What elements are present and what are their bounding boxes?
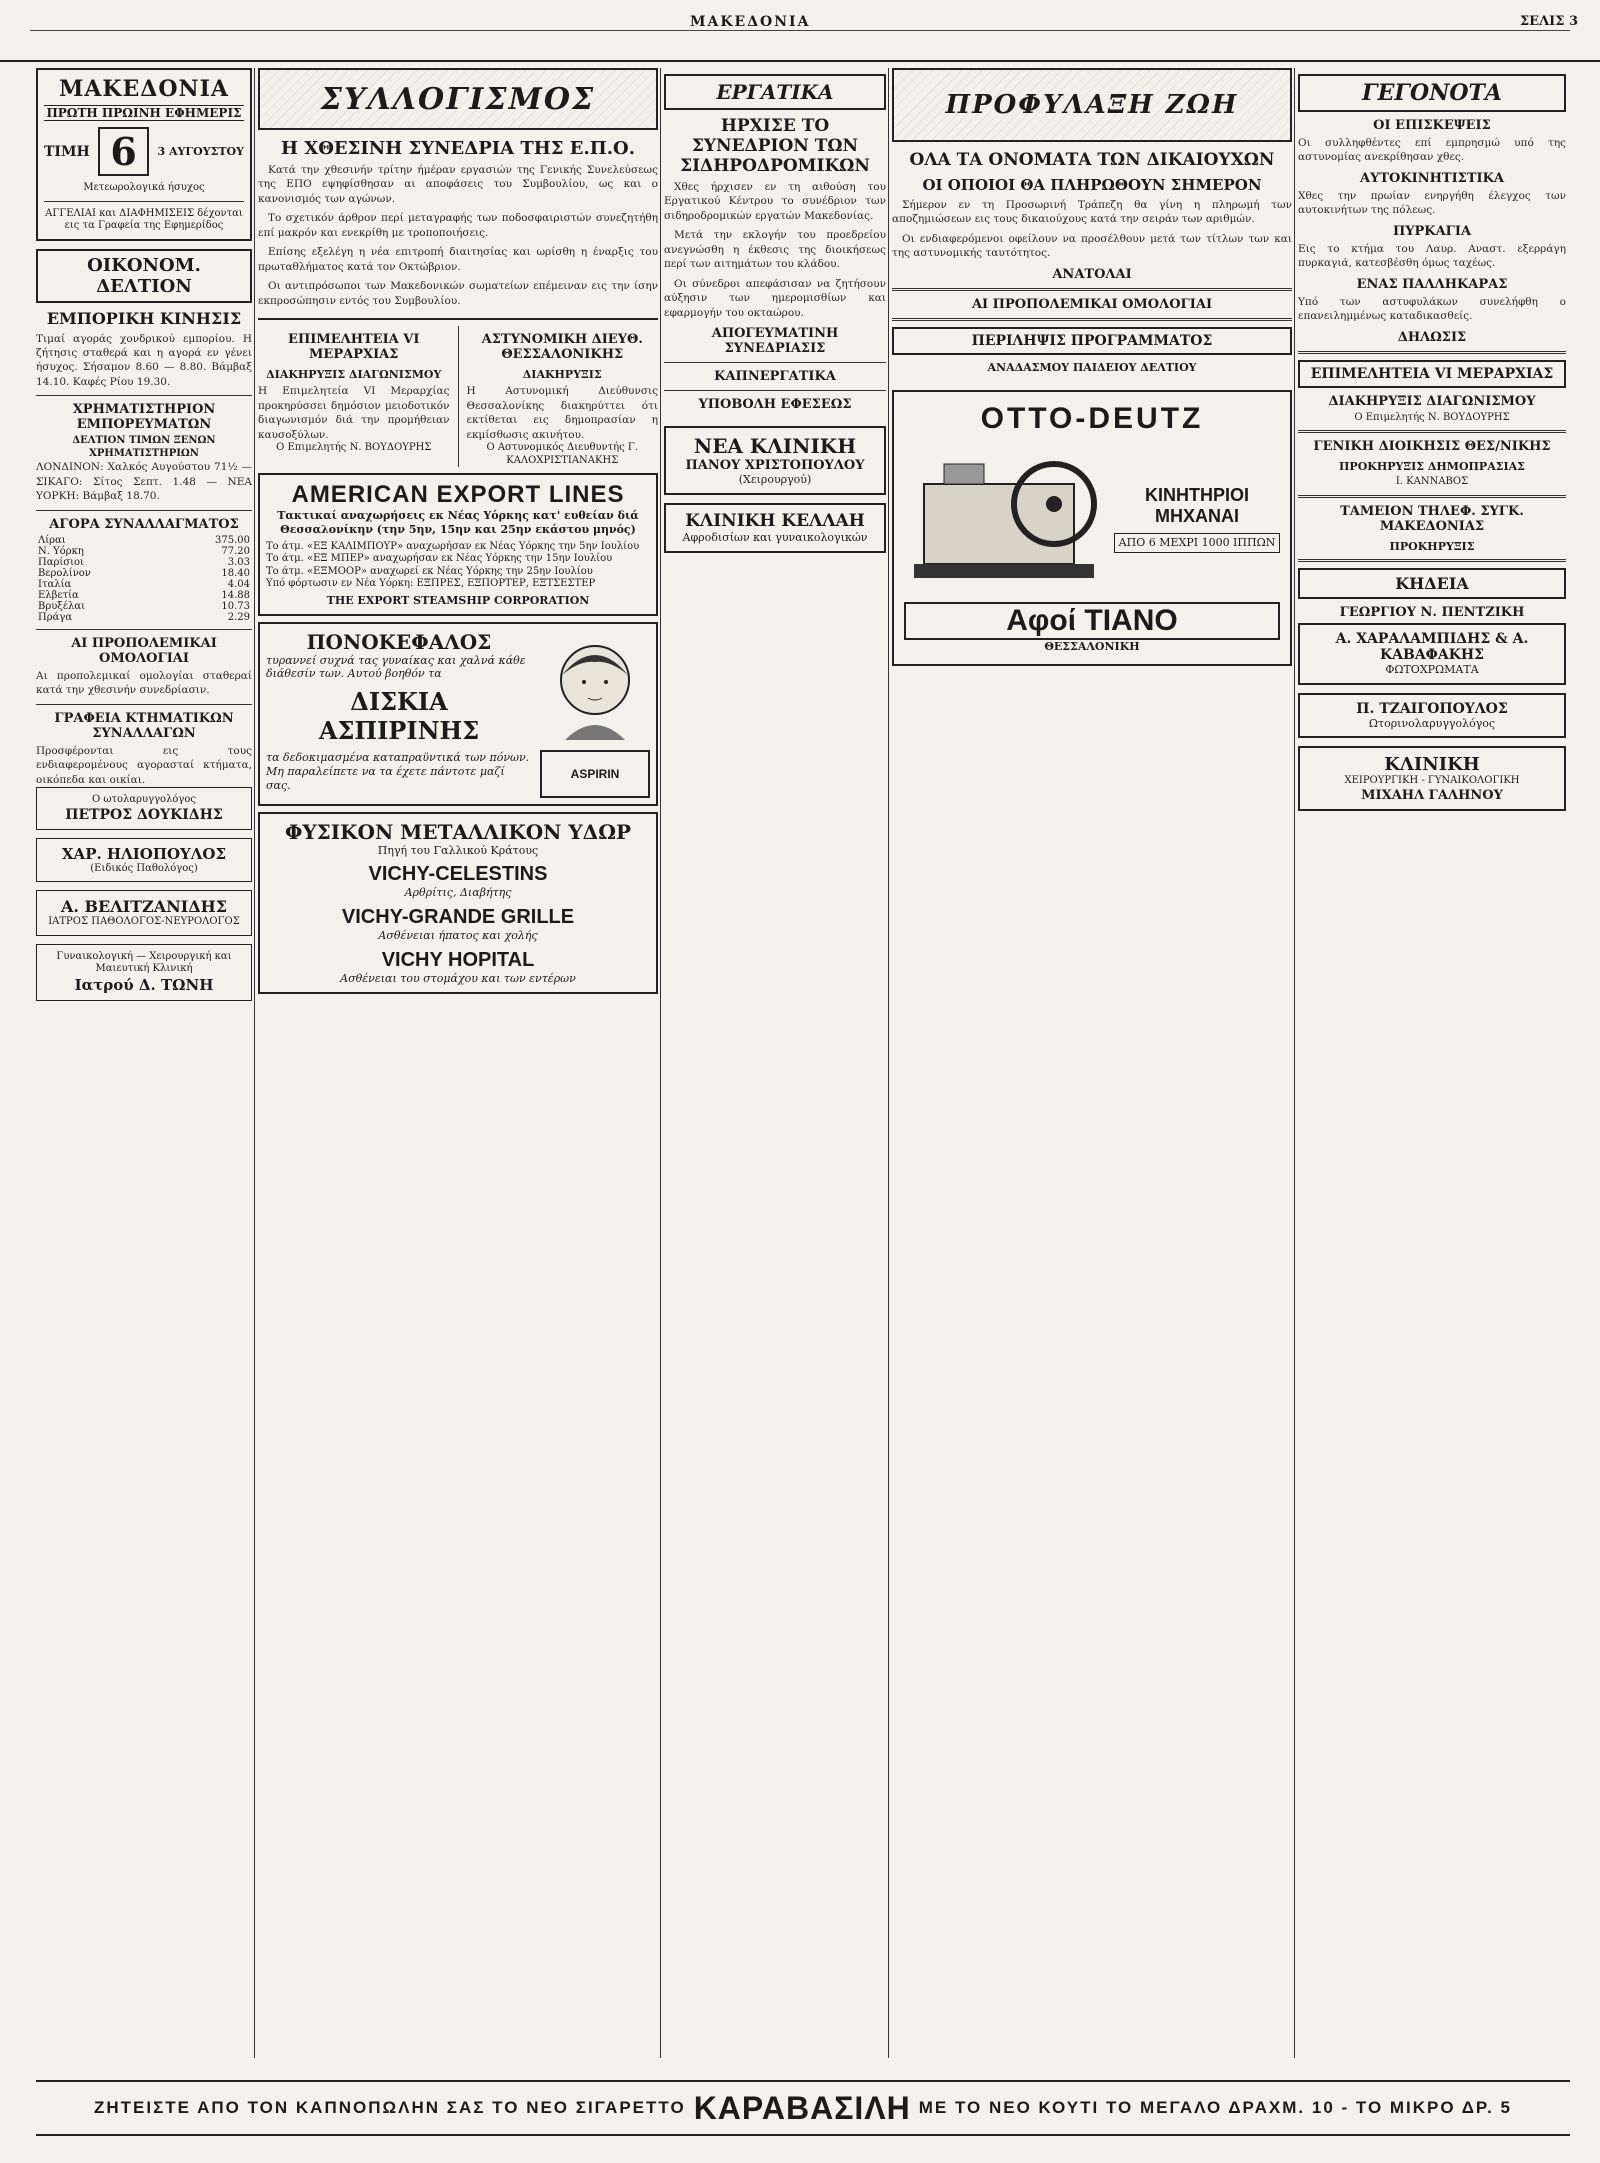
- aspirin-ad: [258, 622, 658, 806]
- clinic-text: Αφροδισίων και γυναικολογικών: [682, 531, 868, 545]
- doctor-role: Ο ωτολαρυγγολόγος: [91, 794, 197, 806]
- market-row: [36, 535, 252, 546]
- notices-row: [258, 318, 658, 467]
- market-table: [36, 535, 252, 623]
- price-row: [44, 127, 244, 176]
- otto-body: [904, 444, 1280, 594]
- fx-text: ΛΟΝΔΙΝΟΝ: Χαλκός Αυγούστου 71½ — ΣΙΚΑΓΟ: Σίτος Σεπτ. 1.48 — ΝΕΑ ΥΟΡΚΗ: Βάμβαξ 18.70.: [36, 461, 252, 503]
- market-row: [36, 557, 252, 568]
- firm-role: ΦΩΤΟΧΡΩΜΑΤΑ: [1385, 662, 1479, 676]
- divider: [36, 704, 252, 705]
- office-title: ΓΡΑΦΕΙΑ ΚΤΗΜΑΤΙΚΩΝ ΣΥΝΑΛΛΑΓΩΝ: [54, 710, 234, 741]
- doctor-card: [36, 838, 252, 883]
- trade-text: Τιμαί αγοράς χονδρικού εμπορίου. Η ζήτησις σταθερά και η αγορά εν γένει ήσυχος. Σήσαμον 8.60 — 8.80. Βάμβαξ 14.10. Καφές Ρίου 19.30.: [36, 332, 252, 388]
- event-headline: ΟΙ ΕΠΙΣΚΕΨΕΙΣ: [1373, 118, 1491, 133]
- market-rate: 2.29: [227, 611, 250, 623]
- market-currency: Ελβετία: [38, 589, 79, 601]
- admin-title: ΓΕΝΙΚΗ ΔΙΟΙΚΗΣΙΣ ΘΕΣ/ΝΙΚΗΣ: [1313, 439, 1551, 455]
- vichy-source-name: VICHY HOPITAL: [381, 948, 535, 971]
- notice-division: [258, 326, 450, 467]
- column-divider: [1294, 68, 1295, 2058]
- column-2: [258, 68, 658, 2058]
- market-rate: 3.03: [227, 556, 250, 568]
- footer-pre: ΖΗΤΕΙΣΤΕ ΑΠΟ ΤΟΝ ΚΑΠΝΟΠΩΛΗΝ ΣΑΣ ΤΟ ΝΕΟ ΣΙΓΑΡΕΤΤΟ: [93, 2098, 686, 2117]
- market-row: [36, 601, 252, 612]
- doctor-name: ΠΕΤΡΟΣ ΔΟΥΚΙΔΗΣ: [65, 806, 223, 823]
- article-paragraph: Οι ενδιαφερόμενοι οφείλουν να προσέλθουν μετά των τίτλων των και της αστυνομικής ταυτότητος.: [892, 232, 1292, 260]
- market-rate: 14.88: [221, 589, 250, 601]
- export-line: Υπό φόρτωσιν εν Νέα Υόρκη: ΕΞΠΡΕΣ, ΕΞΠΟΡΤΕΡ, ΕΞΤΣΕΣΤΕΡ: [266, 578, 596, 590]
- office-text: Προσφέρονται εις τους ενδιαφερομένους αγορασταί κτήματα, οικόπεδα και οικίαι.: [36, 744, 252, 786]
- divider: [36, 629, 252, 630]
- aspirin-note: τα δεδοκιμασμένα καταπραϋντικά των πόνων. Μη παραλείπετε να τα έχετε πάντοτε μαζί σας.: [266, 751, 530, 792]
- vichy-title: ΦΥΣΙΚΟΝ ΜΕΤΑΛΛΙΚΟΝ ΥΔΩΡ: [284, 819, 632, 844]
- aspirin-visuals: [540, 630, 650, 798]
- vichy-source-use: Αρθρίτις, Διαβήτης: [404, 886, 512, 900]
- clinic-ad: [664, 426, 886, 495]
- notice-text: Η Αστυνομική Διεύθυνσις Θεσσαλονίκης διακηρύττει ότι εκτίθεται εις δημοπρασίαν η εκμίσθωσις ακινήτου.: [466, 385, 658, 441]
- market-row: [36, 590, 252, 601]
- export-line: Το άτμ. «ΕΞ ΜΠΕΡ» αναχωρήσαν εκ Νέας Υόρκης την 15ην Ιουλίου: [266, 553, 613, 565]
- clinic-title: ΚΛΙΝΙΚΗ ΚΕΛΛΑΗ: [685, 511, 865, 532]
- doctor-role: ΙΑΤΡΟΣ ΠΑΘΟΛΟΓΟΣ-ΝΕΥΡΟΛΟΓΟΣ: [48, 916, 240, 928]
- export-lines-ad: [258, 473, 658, 615]
- event-headline: ΑΥΤΟΚΙΝΗΤΙΣΤΙΚΑ: [1360, 170, 1504, 186]
- notice-signature: Ο Αστυνομικός Διευθυντής Γ. ΚΑΛΟΧΡΙΣΤΙΑΝΑΚΗΣ: [486, 442, 639, 466]
- aspirin-headline: ΠΟΝΟΚΕΦΑΛΟΣ: [306, 629, 492, 654]
- notice-signature: Ο Επιμελητής Ν. ΒΟΥΔΟΥΡΗΣ: [276, 442, 432, 454]
- programme-subtitle: ΑΝΑΔΑΣΜΟΥ ΠΑΙΔΕΙΟΥ ΔΕΛΤΙΟΥ: [987, 360, 1197, 374]
- event-text: Εις το κτήμα του Λαυρ. Αναστ. εξερράγη πυρκαγιά, κατεσβέσθη όμως ταχέως.: [1298, 242, 1566, 270]
- vichy-subtitle: Πηγή του Γαλλικού Κράτους: [377, 843, 539, 857]
- aspirin-brand: ΔΙΣΚΙΑ ΑΣΠΙΡΙΝΗΣ: [318, 687, 480, 746]
- payments-headline: ΟΛΑ ΤΑ ΟΝΟΜΑΤΑ ΤΩΝ ΔΙΚΑΙΟΥΧΩΝ: [909, 150, 1275, 170]
- price-label: ΤΙΜΗ: [44, 143, 90, 160]
- clinic-name: ΜΙΧΑΗΛ ΓΑΛΗΝΟΥ: [1361, 787, 1503, 803]
- aspirin-copy: [266, 630, 532, 798]
- labor-subhead: ΚΑΠΝΕΡΓΑΤΙΚΑ: [714, 369, 836, 385]
- bonds-title: ΑΙ ΠΡΟΠΟΛΕΜΙΚΑΙ ΟΜΟΛΟΓΙΑΙ: [71, 635, 217, 666]
- doctor-card: [1298, 693, 1566, 739]
- weather-note: Μετεωρολογικά ήσυχος: [83, 182, 205, 193]
- labor-article: [664, 180, 886, 320]
- aspirin-text: τυραννεί συχνά τας γυναίκας και χαλνά κάθε διάθεσίν των. Αυτού βοηθόν τα: [266, 653, 526, 681]
- bonds-text: Αι προπολεμικαί ομολογίαι σταθεραί κατά την χθεσινήν συνεδρίασιν.: [36, 669, 252, 697]
- clinic-name: ΠΑΝΟΥ ΧΡΙΣΤΟΠΟΥΛΟΥ: [685, 458, 865, 474]
- otto-dealer: Αφοί ΤΙΑΝΟ: [904, 602, 1280, 640]
- otto-city: ΘΕΣΣΑΛΟΝΙΚΗ: [1044, 639, 1140, 653]
- vichy-source-use: Ασθένειαι ήπατος και χολής: [378, 929, 538, 943]
- market-currency: Πράγα: [38, 611, 73, 623]
- column-3: [664, 68, 886, 2058]
- article-paragraph: Χθες ήρχισεν εν τη αιθούση του Εργατικού Κέντρου το συνέδριον των σιδηροδρομικών εργατών Μακεδονίας.: [664, 181, 886, 222]
- doctor-card: [36, 890, 252, 936]
- market-currency: Ιταλία: [38, 578, 72, 590]
- doctor-card: [36, 944, 252, 1001]
- divider: [44, 201, 244, 202]
- event-headline: ΕΝΑΣ ΠΑΛΛΗΚΑΡΑΣ: [1356, 276, 1508, 292]
- admin-subtitle: ΠΡΟΚΗΡΥΞΙΣ ΔΗΜΟΠΡΑΣΙΑΣ: [1339, 460, 1525, 474]
- notice-subtitle: ΔΙΑΚΗΡΥΞΙΣ ΔΙΑΓΩΝΙΣΜΟΥ: [266, 368, 442, 382]
- divider: [892, 288, 1292, 291]
- export-line: Το άτμ. «ΕΞΜΟΟΡ» αναχωρεί εκ Νέας Υόρκης την 25ην Ιουλίου: [266, 565, 593, 577]
- clinic-card: [1298, 746, 1566, 811]
- column-divider: [254, 68, 255, 2058]
- vichy-source-name: VICHY-CELESTINS: [368, 863, 548, 886]
- divider: [1298, 495, 1566, 498]
- trade-title: ΕΜΠΟΡΙΚΗ ΚΙΝΗΣΙΣ: [46, 308, 242, 328]
- admin-signature: Ι. ΚΑΝΝΑΒΟΣ: [1395, 476, 1469, 488]
- article-paragraph: Σήμερον εν τη Προσωρινή Τράπεζη θα γίνη η πληρωμή των αποζημιώσεων εις τους δικαιούχους κατά την σειράν των αριθμών.: [892, 199, 1292, 226]
- divider: [664, 390, 886, 391]
- divider: [1298, 559, 1566, 562]
- programme-title: ΠΕΡΙΛΗΨΙΣ ΠΡΟΓΡΑΜΜΑΤΟΣ: [892, 327, 1292, 355]
- labor-headline: ΗΡΧΙΣΕ ΤΟ ΣΥΝΕΔΡΙΟΝ ΤΩΝ ΣΙΔΗΡΟΔΡΟΜΙΚΩΝ: [680, 116, 870, 176]
- aspirin-box: ASPIRIN: [540, 750, 650, 798]
- divider: [36, 510, 252, 511]
- doctor-role: Γυναικολογική — Χειρουργική και Μαιευτική Κλινική: [56, 950, 232, 975]
- ads-note: ΑΓΓΕΛΙΑΙ και ΔΙΑΦΗΜΙΣΕΙΣ δέχονται εις τα Γραφεία της Εφημερίδος: [45, 207, 243, 231]
- header-page-number: ΣΕΛΙΣ 3: [1519, 14, 1578, 29]
- column-4: [892, 68, 1292, 2058]
- econ-section-title: ΟΙΚΟΝΟΜ. ΔΕΛΤΙΟΝ: [36, 249, 252, 303]
- export-title: AMERICAN EXPORT LINES: [291, 481, 625, 509]
- cigarette-footer-ad: [36, 2080, 1570, 2136]
- article-paragraph: Κατά την χθεσινήν τρίτην ήμέραν εργασιών της Γενικής Συνελεύσεως της ΕΠΟ εψηφίσθησαν αι αποφάσεις του Συμβουλίου, ως και ο κανονισμός των αγώνων.: [258, 164, 658, 205]
- issue-date: 3 ΑΥΓΟΥΣΤΟΥ: [157, 144, 244, 158]
- fund-title: ΤΑΜΕΙΟΝ ΤΗΛΕΦ. ΣΥΓΚ. ΜΑΚΕΔΟΝΙΑΣ: [1340, 503, 1524, 534]
- event-text: Υπό των αστυφυλάκων συνελήφθη ο επανειλημμένως καταδικασθείς.: [1298, 295, 1566, 323]
- notice-police: [458, 326, 659, 467]
- column-divider: [660, 68, 661, 2058]
- funeral-name: ΓΕΩΡΓΙΟΥ Ν. ΠΕΝΤΖΙΚΗ: [1339, 604, 1525, 620]
- market-currency: Βερολίνον: [38, 567, 91, 579]
- market-rate: 18.40: [221, 567, 250, 579]
- event-headline: ΠΥΡΚΑΓΙΑ: [1392, 223, 1472, 239]
- doctor-name: ΧΑΡ. ΗΛΙΟΠΟΥΛΟΣ: [61, 844, 227, 863]
- clinic-title: ΚΛΙΝΙΚΗ: [1384, 754, 1480, 776]
- article-paragraph: Το σχετικόν άρθρον περί μεταγραφής των ποδοσφαιριστών συνεζητήθη επί μακρόν και ενεκρίθη με τροποποιήσεις.: [258, 212, 658, 239]
- funeral-title: ΚΗΔΕΙΑ: [1298, 568, 1566, 599]
- fx-subtitle: ΔΕΛΤΙΟΝ ΤΙΜΩΝ ΞΕΝΩΝ ΧΡΗΜΑΤΙΣΤΗΡΙΩΝ: [72, 435, 216, 459]
- doctor-role: (Ειδικός Παθολόγος): [90, 862, 198, 874]
- woman-portrait-icon: [540, 630, 650, 740]
- otto-range: ΑΠΟ 6 ΜΕΧΡΙ 1000 ΙΠΠΩΝ: [1114, 533, 1280, 553]
- otto-motors: ΚΙΝΗΤΗΡΙΟΙ ΜΗΧΑΝΑΙ: [1144, 485, 1249, 527]
- payments-article: [892, 198, 1292, 261]
- clinic-role: ΧΕΙΡΟΥΡΓΙΚΗ - ΓΥΝΑΙΚΟΛΟΓΙΚΗ: [1344, 775, 1520, 787]
- doctor-name: Α. ΒΕΛΙΤΖΑΝΙΔΗΣ: [60, 897, 228, 917]
- market-row: [36, 612, 252, 623]
- vichy-source-name: VICHY-GRANDE GRILLE: [341, 906, 575, 929]
- events-section-title: ΓΕΓΟΝΟΤΑ: [1298, 74, 1566, 112]
- column-divider: [888, 68, 889, 2058]
- market-title: ΑΓΟΡΑ ΣΥΝΑΛΛΑΓΜΑΤΟΣ: [49, 516, 239, 532]
- notice-title: ΕΠΙΜΕΛΗΤΕΙΑ VI ΜΕΡΑΡΧΙΑΣ: [1298, 360, 1566, 388]
- export-corp: THE EXPORT STEAMSHIP CORPORATION: [326, 593, 590, 607]
- otto-name: OTTO-DEUTZ: [980, 401, 1204, 435]
- insurance-banner: ΠΡΟΦΥΛΑΞΗ ΖΩΗ: [892, 68, 1292, 142]
- doctor-name: Π. ΤΖΑΙΓΟΠΟΥΛΟΣ: [1356, 700, 1508, 717]
- export-line: Το άτμ. «ΕΞ ΚΑΛΙΜΠΟΥΡ» αναχωρήσαν εκ Νέας Υόρκης την 5ην Ιουλίου: [266, 540, 640, 552]
- notice-signature: Ο Επιμελητής Ν. ΒΟΥΔΟΥΡΗΣ: [1354, 411, 1510, 423]
- market-rate: 4.04: [227, 578, 250, 590]
- article-paragraph: Μετά την εκλογήν του προεδρείου ανεγνώσθη η έκθεσις της διοικήσεως περί των αιτημάτων του κλάδου.: [664, 229, 886, 271]
- fund-subtitle: ΠΡΟΚΗΡΥΞΙΣ: [1389, 539, 1475, 553]
- masthead-subtitle: ΠΡΩΤΗ ΠΡΩΙΝΗ ΕΦΗΜΕΡΙΣ: [44, 105, 244, 121]
- clinic-role: (Χειρουργού): [738, 473, 812, 487]
- declaration-title: ΔΗΛΩΣΙΣ: [1397, 329, 1467, 345]
- clinic-title: ΝΕΑ ΚΛΙΝΙΚΗ: [693, 434, 857, 459]
- firm-name: Α. ΧΑΡΑΛΑΜΠΙΔΗΣ & Α. ΚΑΒΑΦΑΚΗΣ: [1335, 630, 1529, 663]
- market-row: [36, 546, 252, 557]
- vichy-ad: [258, 812, 658, 994]
- payments-subhead: ΟΙ ΟΠΟΙΟΙ ΘΑ ΠΛΗΡΩΘΟΥΝ ΣΗΜΕΡΟΝ: [922, 176, 1262, 194]
- article-paragraph: Οι αντιπρόσωποι των Μακεδονικών σωματείων επέμειναν εις την ίσην εκπροσώπησιν εντός του Συμβουλίου.: [258, 280, 658, 307]
- export-subtitle: Τακτικαί αναχωρήσεις εκ Νέας Υόρκης κατ' ευθείαν διά Θεσσαλονίκην (την 5ην, 15ην και 25ην εκάστου μηνός): [277, 509, 639, 537]
- notice-title: ΑΣΤΥΝΟΜΙΚΗ ΔΙΕΥΘ. ΘΕΣΣΑΛΟΝΙΚΗΣ: [481, 332, 643, 363]
- vichy-list: [266, 863, 650, 985]
- clinic-ad: [664, 503, 886, 553]
- page-header: [0, 0, 1600, 62]
- article-paragraph: Επίσης εξελέγη η νέα επιτροπή διαιτησίας και ωρίσθη η έναρξις του πρωταθλήματος κατά τον Οκτώβριον.: [258, 246, 658, 273]
- doctor-name: Ιατρού Δ. ΤΩΝΗ: [74, 975, 214, 994]
- notice-title: ΕΠΙΜΕΛΗΤΕΙΑ VI ΜΕΡΑΡΧΙΑΣ: [288, 332, 420, 363]
- labor-section-title: ΕΡΓΑΤΙΚΑ: [664, 74, 886, 110]
- notice-subtitle: ΔΙΑΚΗΡΥΞΙΣ ΔΙΑΓΩΝΙΣΜΟΥ: [1328, 393, 1536, 409]
- events-list: [1298, 118, 1566, 324]
- notice-text: Η Επιμελητεία VI Μεραρχίας προκηρύσσει δημόσιον μειοδοτικόν διαγωνισμόν διά την προμήθειαν καυσοξύλων.: [258, 385, 450, 441]
- market-row: [36, 579, 252, 590]
- market-currency: Βρυξέλαι: [38, 600, 86, 612]
- header-paper-name: ΜΑΚΕΔΟΝΙΑ: [690, 14, 811, 30]
- engine-icon: [904, 444, 1104, 594]
- divider: [892, 318, 1292, 321]
- market-rate: 77.20: [221, 545, 250, 557]
- fx-title: ΧΡΗΜΑΤΙΣΤΗΡΙΟΝ ΕΜΠΟΡΕΥΜΑΤΩΝ: [72, 402, 216, 433]
- header-rule: [30, 30, 1570, 31]
- otto-copy: [1114, 485, 1280, 553]
- market-currency: Λίραι: [38, 534, 66, 546]
- bonds-title: ΑΙ ΠΡΟΠΟΛΕΜΙΚΑΙ ΟΜΟΛΟΓΙΑΙ: [971, 296, 1213, 312]
- article-paragraph: Οι σύνεδροι απεφάσισαν να ζητήσουν αύξησιν των ημερομισθίων και εφαρμογήν του οκταώρου.: [664, 277, 886, 319]
- firm-card: [1298, 623, 1566, 685]
- price-value: 6: [98, 127, 148, 176]
- otto-deutz-ad: [892, 390, 1292, 666]
- footer-brand: ΚΑΡΑΒΑΣΙΛΗ: [693, 2089, 911, 2126]
- market-currency: Ν. Υόρκη: [38, 545, 84, 557]
- doctor-card: [36, 787, 252, 830]
- section-subhead: ΑΝΑΤΟΛΑΙ: [1052, 266, 1132, 282]
- notice-subtitle: ΔΙΑΚΗΡΥΞΙΣ: [522, 368, 602, 382]
- market-row: [36, 568, 252, 579]
- market-rate: 375.00: [215, 534, 250, 546]
- sports-banner: ΣΥΛΛΟΓΙΣΜΟΣ: [258, 68, 658, 130]
- footer-post: ΜΕ ΤΟ ΝΕΟ ΚΟΥΤΙ ΤΟ ΜΕΓΑΛΟ ΔΡΑΧΜ. 10 - ΤΟ ΜΙΚΡΟ ΔΡ. 5: [918, 2098, 1512, 2117]
- divider: [1298, 430, 1566, 433]
- column-1: [36, 68, 252, 2058]
- masthead-title: ΜΑΚΕΔΟΝΙΑ: [58, 76, 229, 102]
- sports-article: [258, 163, 658, 308]
- labor-subhead: ΥΠΟΒΟΛΗ ΕΦΕΣΕΩΣ: [698, 397, 852, 413]
- vichy-source-use: Ασθένειαι του στομάχου και των εντέρων: [340, 971, 576, 985]
- doctor-role: Ωτορινολαρυγγολόγος: [1368, 716, 1496, 730]
- market-currency: Παρίσιοι: [38, 556, 84, 568]
- market-rate: 10.73: [221, 600, 250, 612]
- column-5: [1298, 68, 1566, 2058]
- divider: [1298, 351, 1566, 354]
- sports-headline: Η ΧΘΕΣΙΝΗ ΣΥΝΕΔΡΙΑ ΤΗΣ Ε.Π.Ο.: [280, 138, 635, 159]
- masthead: [36, 68, 252, 241]
- divider: [36, 395, 252, 396]
- event-text: Χθες την πρωίαν ενηργήθη έλεγχος των αυτοκινήτων της πόλεως.: [1298, 189, 1566, 217]
- divider: [664, 362, 886, 363]
- labor-subhead: ΑΠΟΓΕΥΜΑΤΙΝΗ ΣΥΝΕΔΡΙΑΣΙΣ: [711, 326, 839, 357]
- event-text: Οι συλληφθέντες επί εμπρησμώ υπό της αστυνομίας ανεκρίθησαν χθες.: [1298, 137, 1566, 164]
